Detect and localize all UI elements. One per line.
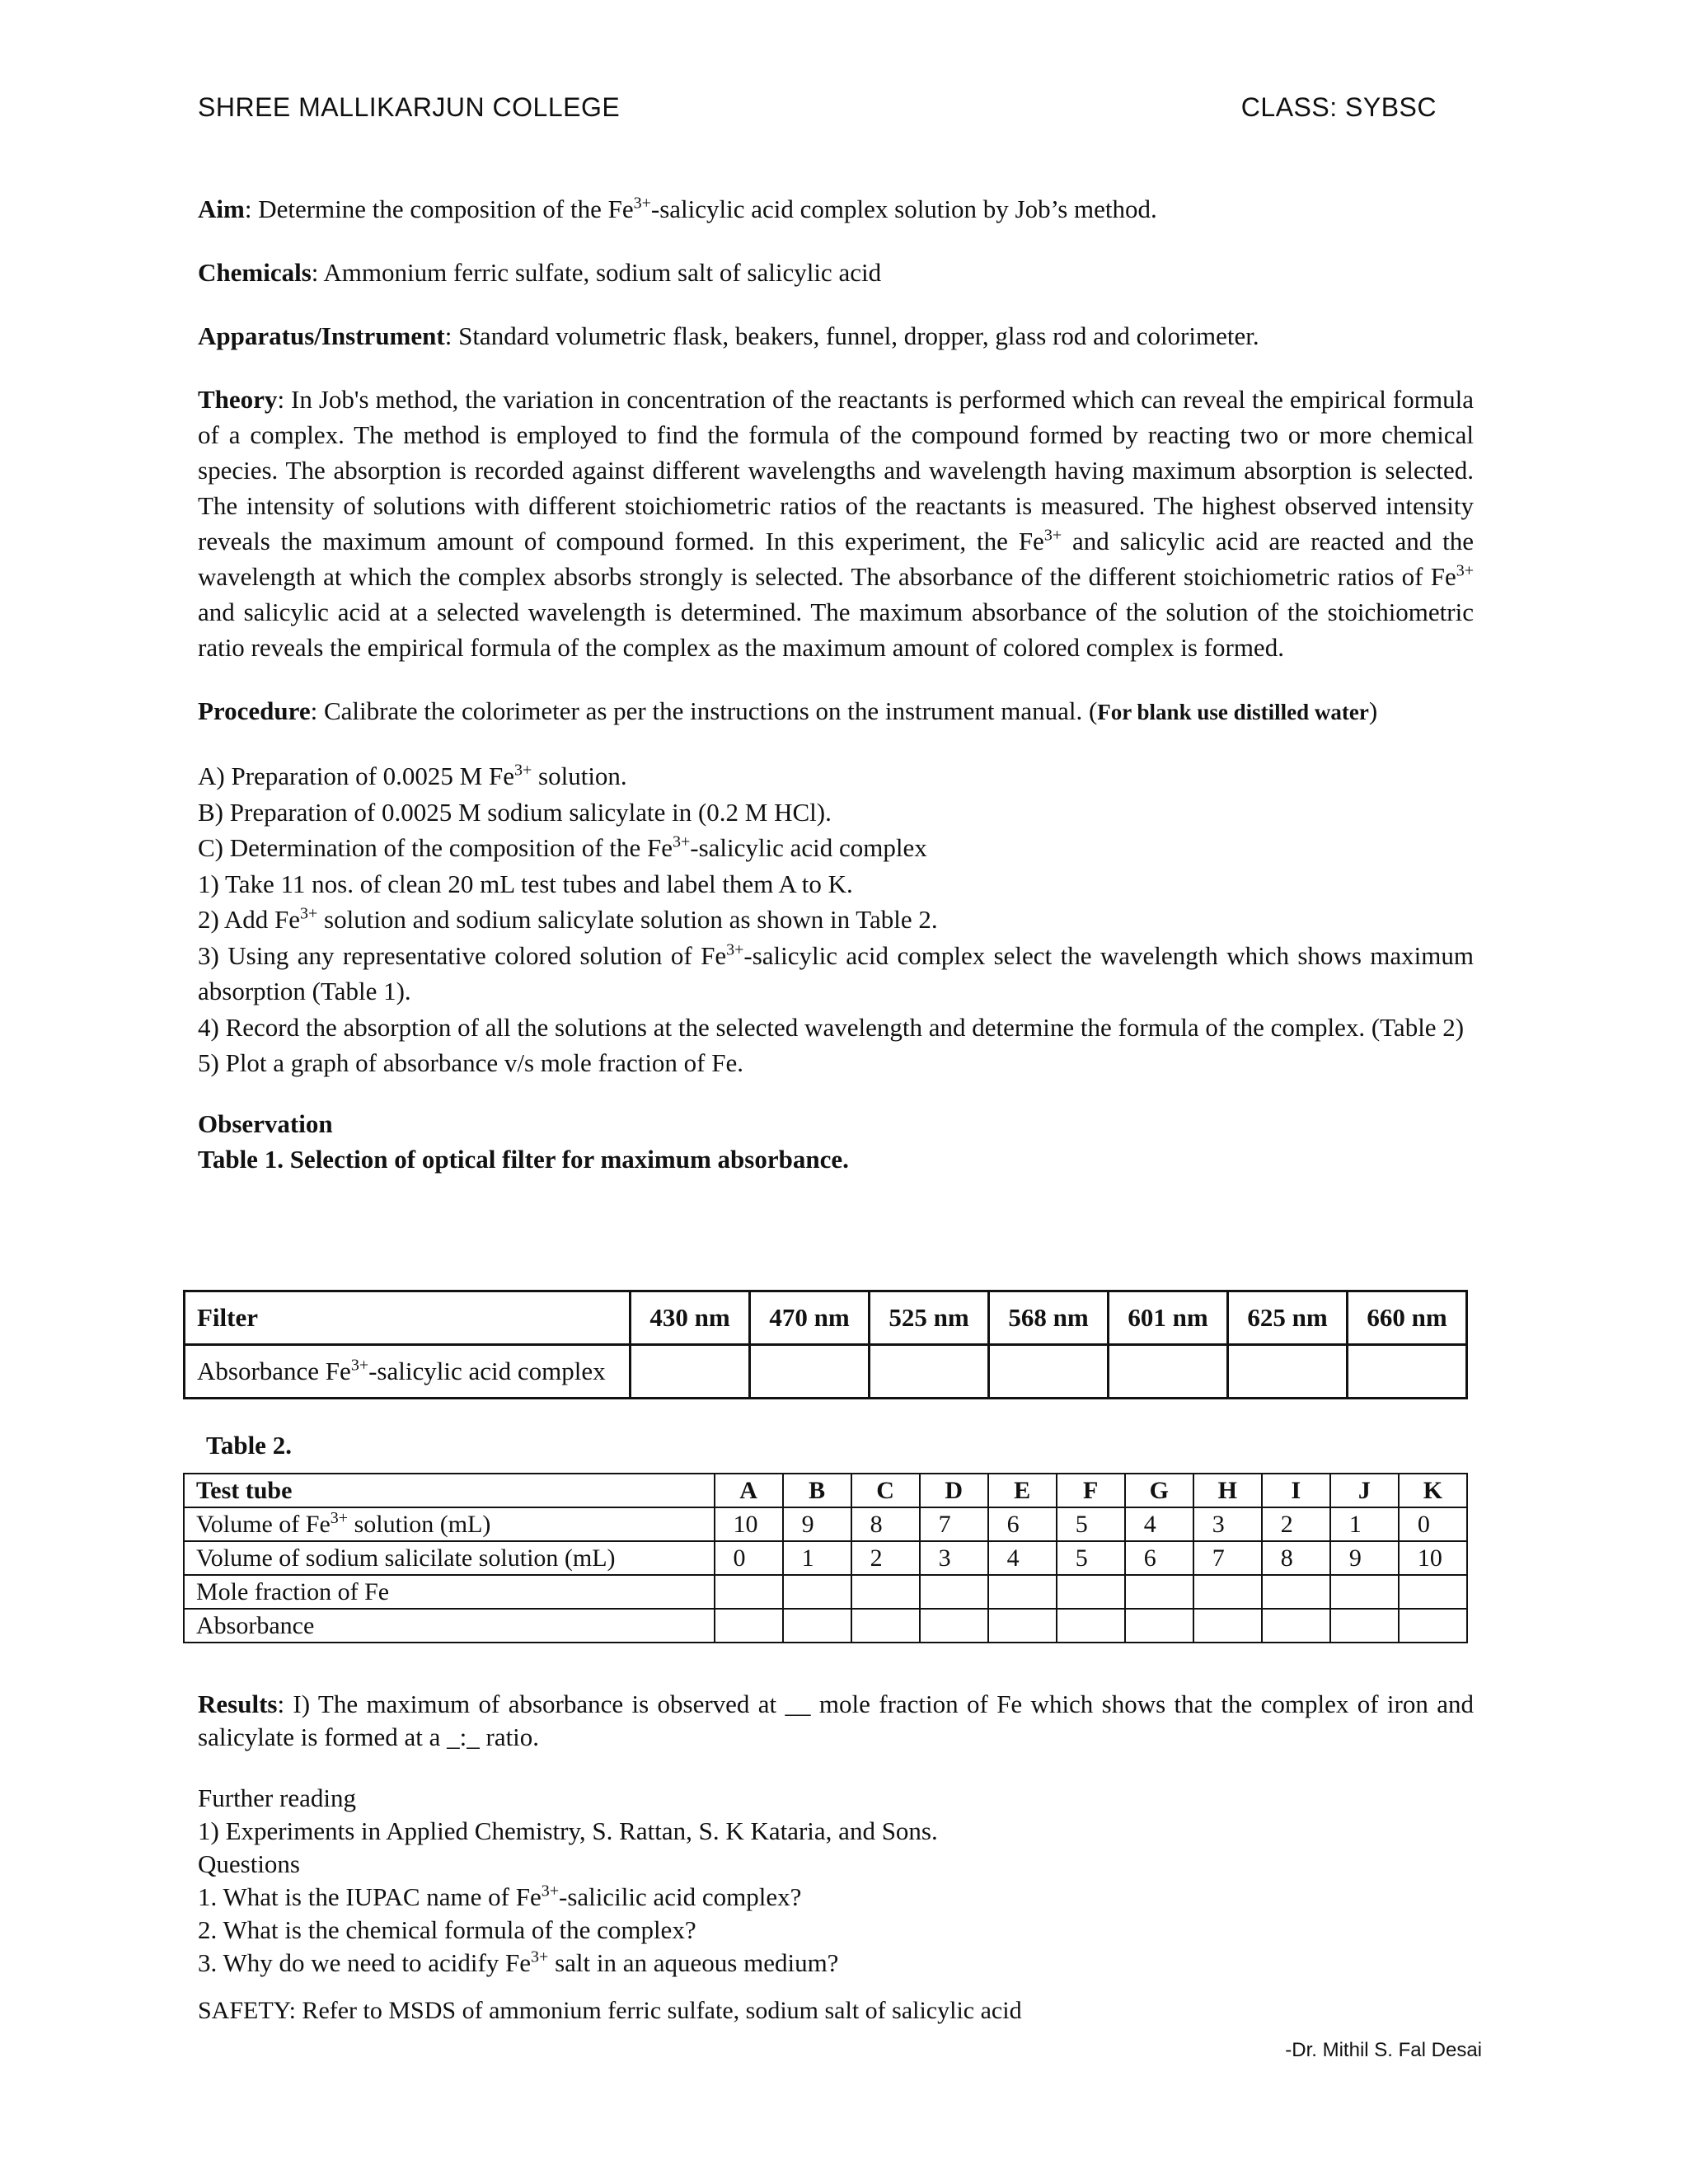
step-3-pre: 3) Using any representative colored solution of Fe bbox=[198, 940, 727, 970]
salicylate-volume-value: 0 bbox=[715, 1541, 783, 1575]
step-2 bbox=[198, 902, 1474, 938]
empty-cell bbox=[1193, 1609, 1262, 1643]
fe-volume-value: 4 bbox=[1125, 1507, 1193, 1541]
question-3-sup: 3+ bbox=[531, 1947, 549, 1966]
fe-volume-label-sup: 3+ bbox=[330, 1508, 349, 1527]
procedure-steps bbox=[198, 758, 1474, 1081]
wavelength-cell: 625 nm bbox=[1228, 1291, 1348, 1345]
empty-cell bbox=[750, 1345, 870, 1399]
results-label: Results bbox=[198, 1690, 278, 1718]
step-3-post: -salicylic acid complex select the wavelength which shows maximum absorption (Table 1). bbox=[198, 940, 1475, 1005]
step-2-post: solution and sodium salicylate solution as shown in Table 2. bbox=[317, 905, 938, 934]
absorbance-row-label bbox=[185, 1345, 631, 1399]
theory-text-1: : In Job's method, the variation in concentration of the reactants is performed which can reveal the empirical formula of a complex. The method is employed to find the formula of the compound formed by reacting two or more chemical species. The absorption is recorded against different wavelengths and wavelength having maximum absorption is selected. The intensity of solutions with different stoichiometric ratios of the reactants is measured. The highest observed intensity reveals the maximum amount of compound formed. In this experiment, the Fe bbox=[198, 385, 1474, 555]
table1-caption: Table 1. Selection of optical filter for maximum absorbance. bbox=[198, 1144, 849, 1174]
empty-cell bbox=[1330, 1575, 1399, 1609]
filter-label: Filter bbox=[185, 1291, 631, 1345]
main-content bbox=[198, 191, 1474, 1177]
empty-cell bbox=[1399, 1575, 1467, 1609]
fe-volume-label bbox=[184, 1507, 715, 1541]
further-reading-title: Further reading bbox=[198, 1783, 356, 1812]
empty-cell bbox=[715, 1609, 783, 1643]
wavelength-cell: 660 nm bbox=[1348, 1291, 1467, 1345]
wavelength-cell: 430 nm bbox=[631, 1291, 750, 1345]
absorbance-label-sup: 3+ bbox=[350, 1356, 369, 1375]
wavelength-cell: 601 nm bbox=[1109, 1291, 1228, 1345]
fe-volume-label-pre: Volume of Fe bbox=[196, 1510, 331, 1538]
step-b: B) Preparation of 0.0025 M sodium salicylate in (0.2 M HCl). bbox=[198, 797, 832, 827]
theory-section bbox=[198, 382, 1474, 665]
question-1 bbox=[198, 1881, 1474, 1914]
question-1-post: -salicilic acid complex? bbox=[559, 1882, 802, 1911]
fe-volume-value: 5 bbox=[1057, 1507, 1125, 1541]
step-5: 5) Plot a graph of absorbance v/s mole fraction of Fe. bbox=[198, 1048, 744, 1077]
mole-fraction-label: Mole fraction of Fe bbox=[184, 1575, 715, 1609]
tube-label: E bbox=[988, 1474, 1057, 1507]
step-1: 1) Take 11 nos. of clean 20 mL test tubes and label them A to K. bbox=[198, 869, 853, 898]
empty-cell bbox=[783, 1575, 851, 1609]
tube-label: C bbox=[851, 1474, 920, 1507]
fe-volume-label-post: solution (mL) bbox=[348, 1510, 491, 1538]
tube-label: H bbox=[1193, 1474, 1262, 1507]
fe-volume-value: 3 bbox=[1193, 1507, 1262, 1541]
step-a-post: solution. bbox=[532, 762, 627, 790]
salicylate-volume-value: 5 bbox=[1057, 1541, 1125, 1575]
results-section bbox=[198, 1688, 1474, 1754]
fe-volume-row bbox=[184, 1507, 1467, 1541]
empty-cell bbox=[989, 1345, 1109, 1399]
tube-label: G bbox=[1125, 1474, 1193, 1507]
fe-volume-value: 10 bbox=[715, 1507, 783, 1541]
fe-volume-value: 9 bbox=[783, 1507, 851, 1541]
step-c bbox=[198, 830, 1474, 866]
wavelength-cell: 525 nm bbox=[870, 1291, 989, 1345]
question-3 bbox=[198, 1947, 1474, 1980]
empty-cell bbox=[920, 1609, 988, 1643]
mole-fraction-row bbox=[184, 1575, 1467, 1609]
class-label: CLASS: SYBSC bbox=[1240, 92, 1437, 122]
step-a-pre: A) Preparation of 0.0025 M Fe bbox=[198, 762, 514, 790]
table2-caption: Table 2. bbox=[206, 1431, 292, 1460]
absorbance-label-post: -salicylic acid complex bbox=[368, 1357, 606, 1385]
tube-header-row bbox=[184, 1474, 1467, 1507]
absorbance-row bbox=[184, 1609, 1467, 1643]
empty-cell bbox=[1348, 1345, 1467, 1399]
tube-label: D bbox=[920, 1474, 988, 1507]
empty-cell bbox=[1399, 1609, 1467, 1643]
empty-cell bbox=[1057, 1609, 1125, 1643]
procedure-section bbox=[198, 693, 1474, 730]
empty-cell bbox=[1193, 1575, 1262, 1609]
closing-content bbox=[198, 1688, 1474, 1980]
empty-cell bbox=[870, 1345, 989, 1399]
author-signature: -Dr. Mithil S. Fal Desai bbox=[1285, 2039, 1482, 2061]
fe-volume-value: 6 bbox=[988, 1507, 1057, 1541]
question-1-pre: 1. What is the IUPAC name of Fe bbox=[198, 1882, 542, 1911]
empty-cell bbox=[783, 1609, 851, 1643]
salicylate-volume-value: 9 bbox=[1330, 1541, 1399, 1575]
absorbance-label-pre: Absorbance Fe bbox=[197, 1357, 351, 1385]
salicylate-volume-value: 7 bbox=[1193, 1541, 1262, 1575]
theory-label: Theory bbox=[198, 385, 278, 414]
procedure-note: For blank use distilled water bbox=[1097, 700, 1369, 724]
step-c-sup: 3+ bbox=[672, 832, 691, 851]
filter-table bbox=[183, 1290, 1468, 1399]
question-2: 2. What is the chemical formula of the complex? bbox=[198, 1915, 696, 1944]
salicylate-volume-value: 3 bbox=[920, 1541, 988, 1575]
filter-table-header-row bbox=[185, 1291, 1467, 1345]
procedure-label: Procedure bbox=[198, 696, 311, 725]
wavelength-cell: 568 nm bbox=[989, 1291, 1109, 1345]
step-3 bbox=[198, 938, 1474, 1010]
observation-title: Observation bbox=[198, 1108, 333, 1138]
procedure-close: ) bbox=[1368, 696, 1378, 725]
apparatus-section bbox=[198, 318, 1474, 354]
salicylate-volume-row bbox=[184, 1541, 1467, 1575]
theory-superscript-1: 3+ bbox=[1043, 526, 1062, 545]
chemicals-text: : Ammonium ferric sulfate, sodium salt of salicylic acid bbox=[311, 258, 882, 287]
theory-text-3: and salicylic acid at a selected wavelength is determined. The maximum absorbance of the solution of the stoichiometric ratio reveals the empirical formula of the complex as the maximum amount of colored complex is formed. bbox=[198, 598, 1474, 662]
step-c-post: -salicylic acid complex bbox=[690, 833, 927, 862]
question-3-post: salt in an aqueous medium? bbox=[548, 1948, 839, 1977]
empty-cell bbox=[851, 1609, 920, 1643]
empty-cell bbox=[715, 1575, 783, 1609]
safety-note: SAFETY: Refer to MSDS of ammonium ferric sulfate, sodium salt of salicylic acid bbox=[198, 1997, 1022, 2024]
aim-superscript: 3+ bbox=[633, 194, 651, 213]
empty-cell bbox=[631, 1345, 750, 1399]
college-name: SHREE MALLIKARJUN COLLEGE bbox=[198, 92, 621, 122]
step-a-sup: 3+ bbox=[514, 761, 532, 780]
questions-title: Questions bbox=[198, 1849, 300, 1878]
aim-text-post: -salicylic acid complex solution by Job’s method. bbox=[650, 194, 1157, 223]
empty-cell bbox=[1262, 1575, 1330, 1609]
empty-cell bbox=[1330, 1609, 1399, 1643]
step-c-pre: C) Determination of the composition of the Fe bbox=[198, 833, 673, 862]
empty-cell bbox=[1262, 1609, 1330, 1643]
question-1-sup: 3+ bbox=[541, 1882, 560, 1900]
fe-volume-value: 7 bbox=[920, 1507, 988, 1541]
empty-cell bbox=[1125, 1575, 1193, 1609]
apparatus-text: : Standard volumetric flask, beakers, funnel, dropper, glass rod and colorimeter. bbox=[444, 321, 1259, 350]
step-2-pre: 2) Add Fe bbox=[198, 905, 300, 934]
results-text: : I) The maximum of absorbance is observed at __ mole fraction of Fe which shows that the complex of iron and salicylate is formed at a _:_ ratio. bbox=[198, 1690, 1474, 1751]
aim-label: Aim bbox=[198, 194, 245, 223]
tube-label: B bbox=[783, 1474, 851, 1507]
empty-cell bbox=[1125, 1609, 1193, 1643]
chemicals-section bbox=[198, 255, 1474, 290]
test-tube-table bbox=[183, 1473, 1468, 1643]
tube-label: J bbox=[1330, 1474, 1399, 1507]
salicylate-volume-value: 4 bbox=[988, 1541, 1057, 1575]
tube-label: K bbox=[1399, 1474, 1467, 1507]
empty-cell bbox=[1228, 1345, 1348, 1399]
step-4: 4) Record the absorption of all the solutions at the selected wavelength and determine the formula of the complex. (Table 2) bbox=[198, 1012, 1465, 1042]
question-3-pre: 3. Why do we need to acidify Fe bbox=[198, 1948, 532, 1977]
salicylate-volume-value: 8 bbox=[1262, 1541, 1330, 1575]
aim-text-pre: : Determine the composition of the Fe bbox=[244, 194, 634, 223]
test-tube-label: Test tube bbox=[184, 1474, 715, 1507]
empty-cell bbox=[1109, 1345, 1228, 1399]
tube-label: I bbox=[1262, 1474, 1330, 1507]
tube-label: F bbox=[1057, 1474, 1125, 1507]
apparatus-label: Apparatus/Instrument bbox=[198, 321, 445, 350]
chemicals-label: Chemicals bbox=[198, 258, 312, 287]
fe-volume-value: 8 bbox=[851, 1507, 920, 1541]
procedure-text: : Calibrate the colorimeter as per the instructions on the instrument manual. ( bbox=[310, 696, 1098, 725]
step-3-sup: 3+ bbox=[726, 940, 744, 959]
salicylate-volume-value: 6 bbox=[1125, 1541, 1193, 1575]
empty-cell bbox=[988, 1575, 1057, 1609]
step-a bbox=[198, 758, 1474, 794]
salicylate-volume-value: 2 bbox=[851, 1541, 920, 1575]
empty-cell bbox=[851, 1575, 920, 1609]
empty-cell bbox=[1057, 1575, 1125, 1609]
fe-volume-value: 2 bbox=[1262, 1507, 1330, 1541]
salicylate-volume-value: 1 bbox=[783, 1541, 851, 1575]
empty-cell bbox=[920, 1575, 988, 1609]
empty-cell bbox=[988, 1609, 1057, 1643]
step-2-sup: 3+ bbox=[300, 904, 318, 923]
further-reading-ref: 1) Experiments in Applied Chemistry, S. Rattan, S. K Kataria, and Sons. bbox=[198, 1816, 938, 1845]
absorbance-label: Absorbance bbox=[184, 1609, 715, 1643]
theory-text-2: and salicylic acid are reacted and the wavelength at which the complex absorbs strongly is selected. The absorbance of the different stoichiometric ratios of Fe bbox=[198, 527, 1474, 591]
fe-volume-value: 1 bbox=[1330, 1507, 1399, 1541]
filter-table-absorbance-row bbox=[185, 1345, 1467, 1399]
aim-section bbox=[198, 191, 1474, 227]
theory-superscript-2: 3+ bbox=[1456, 561, 1474, 580]
wavelength-cell: 470 nm bbox=[750, 1291, 870, 1345]
fe-volume-value: 0 bbox=[1399, 1507, 1467, 1541]
salicylate-volume-label: Volume of sodium salicilate solution (mL) bbox=[184, 1541, 715, 1575]
salicylate-volume-value: 10 bbox=[1399, 1541, 1467, 1575]
tube-label: A bbox=[715, 1474, 783, 1507]
